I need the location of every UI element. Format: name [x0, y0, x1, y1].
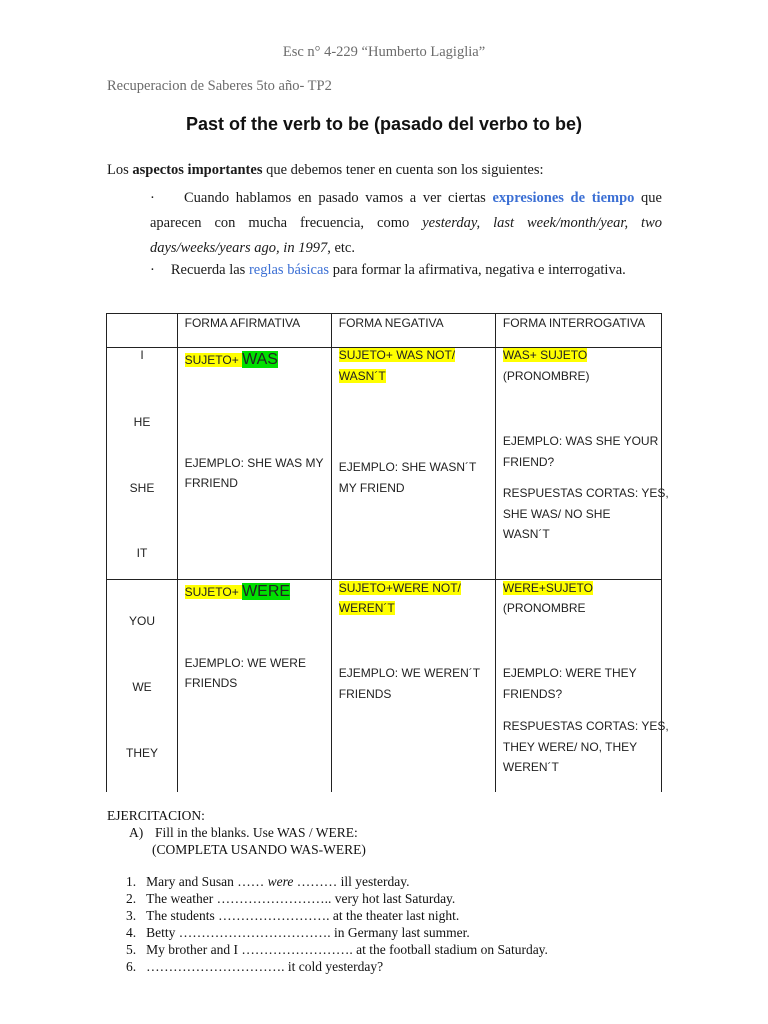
negative-example-line: EJEMPLO: SHE WASN´T	[338, 460, 477, 474]
interrogative-rule: WERE+SUJETO	[502, 581, 594, 595]
interrogative-rule: WAS+ SUJETO	[502, 348, 588, 362]
exercise-section-letter: A)	[129, 825, 144, 840]
negative-rule-line: SUJETO+ WAS NOT/	[338, 348, 456, 362]
item-number: 1.	[126, 874, 137, 889]
exercise-item	[126, 959, 383, 975]
item-answer: were	[267, 874, 294, 889]
short-answer-line: WEREN´T	[502, 760, 559, 774]
school-name: Esc n° 4-229 “Humberto Lagiglia”	[282, 44, 486, 60]
negative-rule-line: WEREN´T	[338, 601, 395, 615]
item-number: 6.	[126, 959, 137, 974]
exercise-item	[126, 891, 455, 907]
affirmative-example-line: EJEMPLO: WE WERE	[184, 656, 306, 670]
table-header-affirmative: FORMA AFIRMATIVA	[184, 316, 301, 330]
short-answer-line: SHE WAS/ NO SHE	[502, 507, 611, 521]
affirmative-example-line: EJEMPLO: SHE WAS MY	[184, 456, 324, 470]
pronoun-you: YOU	[128, 614, 155, 628]
pronoun-they: THEY	[125, 746, 158, 760]
subject-label: SUJETO+	[184, 353, 243, 367]
interrogative-example-line: FRIENDS?	[502, 687, 563, 701]
item-text: The weather …………………….. very hot last Saturday.	[146, 891, 456, 906]
page-title: Past of the verb to be (pasado del verbo to be)	[185, 114, 583, 134]
item-number: 5.	[126, 942, 137, 957]
short-answer-line: RESPUESTAS CORTAS: YES,	[502, 486, 669, 500]
intro-bold: aspectos importantes	[132, 162, 263, 178]
pronoun-she: SHE	[129, 481, 155, 495]
bullet-dot: ·	[150, 262, 155, 278]
verb-was: WAS	[242, 351, 278, 368]
pronoun-i: I	[140, 348, 144, 362]
interrogative-example-line: FRIEND?	[502, 455, 555, 469]
item-text: The students ……………………. at the theater last night.	[146, 908, 460, 923]
verb-were: WERE	[242, 583, 291, 600]
item-text: Betty ……………………………. in Germany last summer.	[146, 925, 470, 940]
interrogative-example-line: EJEMPLO: WERE THEY	[502, 666, 637, 680]
bullet-text: que aparecen con mucha frecuencia, como	[150, 190, 662, 231]
table-row-was	[107, 348, 662, 580]
intro-paragraph	[107, 162, 544, 179]
short-answer-line: RESPUESTAS CORTAS: YES,	[502, 719, 669, 733]
affirmative-rule-were	[185, 583, 290, 601]
exercise-item	[126, 874, 409, 890]
bullet-time-expressions	[150, 186, 662, 261]
item-number: 4.	[126, 925, 137, 940]
table-header-negative: FORMA NEGATIVA	[338, 316, 444, 330]
interrogative-note: (PRONOMBRE)	[502, 369, 590, 383]
item-text: My brother and I ……………………. at the football stadium on Saturday.	[146, 942, 548, 957]
pronoun-we: WE	[132, 680, 152, 694]
item-text: Mary and Susan ……	[146, 874, 268, 889]
exercise-item	[126, 942, 548, 958]
exercise-instructions-spanish: (COMPLETA USANDO WAS-WERE)	[152, 842, 366, 857]
negative-rule-line: WASN´T	[338, 369, 386, 383]
exercise-item	[126, 925, 470, 941]
pronoun-he: HE	[133, 415, 151, 429]
negative-example-line: FRIENDS	[338, 687, 392, 701]
negative-rule-line: SUJETO+WERE NOT/	[338, 581, 461, 595]
item-number: 2.	[126, 891, 137, 906]
bullet-basic-rules	[150, 262, 626, 279]
bullet-text: Cuando hablamos en pasado vamos a ver ciertas	[184, 190, 493, 206]
bullet-highlight: reglas básicas	[248, 262, 330, 278]
affirmative-rule-was	[185, 351, 278, 369]
exercise-item	[126, 908, 459, 924]
intro-post: que debemos tener en cuenta son los siguientes:	[262, 162, 544, 178]
table-header-row	[107, 314, 662, 348]
short-answer-line: WASN´T	[502, 527, 550, 541]
pronoun-it: IT	[136, 546, 148, 560]
negative-example-line: EJEMPLO: WE WEREN´T	[338, 666, 481, 680]
bullet-italic-examples: yesterday, last week/month/year, two days/weeks/years ago, in 1997	[150, 215, 662, 256]
exercise-heading: EJERCITACION:	[107, 808, 205, 823]
interrogative-example-line: EJEMPLO: WAS SHE YOUR	[502, 434, 659, 448]
affirmative-example-line: FRRIEND	[184, 476, 238, 490]
table-row-were	[107, 580, 662, 793]
affirmative-example-line: FRIENDS	[184, 676, 238, 690]
verb-to-be-table	[106, 313, 669, 792]
item-text: …………………………. it cold yesterday?	[146, 959, 384, 974]
interrogative-note: (PRONOMBRE	[502, 601, 586, 615]
intro-pre: Los	[107, 162, 133, 178]
exercise-instructions: Fill in the blanks. Use WAS / WERE:	[155, 825, 358, 840]
negative-example-line: MY FRIEND	[338, 481, 405, 495]
bullet-highlight: expresiones de tiempo	[492, 190, 635, 206]
table-header-cell	[107, 314, 178, 348]
bullet-text: para formar la afirmativa, negativa e interrogativa.	[329, 262, 626, 278]
short-answer-line: THEY WERE/ NO, THEY	[502, 740, 638, 754]
table-header-interrogative: FORMA INTERROGATIVA	[502, 316, 646, 330]
document-subtitle: Recuperacion de Saberes 5to año- TP2	[107, 78, 332, 94]
bullet-text: , etc.	[327, 240, 355, 256]
bullet-dot: ·	[150, 190, 155, 206]
item-number: 3.	[126, 908, 137, 923]
bullet-text: Recuerda las	[170, 262, 249, 278]
item-text: ……… ill yesterday.	[293, 874, 410, 889]
subject-label: SUJETO+	[184, 585, 243, 599]
